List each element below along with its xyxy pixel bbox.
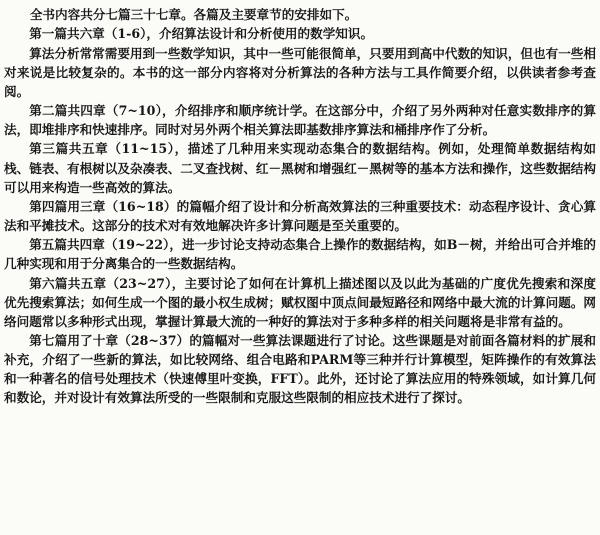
intro-paragraph: 全书内容共分七篇三十七章。各篇及主要章节的安排如下。 [29, 7, 358, 22]
part-one-paragraph: 第一篇共六章（1-6），介绍算法设计和分析使用的数学知识。 [29, 26, 374, 42]
part-four-paragraph: 第四篇用三章（16~18）的篇幅介绍了设计和分析高效算法的三种重要技术：动态程序设计、贪心算法和平摊技术。这部分的技术对有效地解决许多计算问题是至关重要的。 [4, 198, 596, 233]
part-seven-paragraph: 第七篇用了十章（28~37）的篇幅对一些算法课题进行了讨论。这些课题是对前面各篇材料的扩展和补充，介绍了一些新的算法，如比较网络、组合电路和PARM等三种并行计算模型，矩阵操作的有效算法和一种著名的信号处理技术（快速傅里叶变换，FFT）。此外，还讨论了算法应用的特殊领域，如计算几何和数论，并对设计有效算法所受的一些限制和克服这些限制的相应技术进行了探讨。 [4, 333, 596, 406]
math-knowledge-paragraph: 算法分析常常需要用到一些数学知识，其中一些可能很简单，只要用到高中代数的知识，但也有一些相对来说是比较复杂的。本书的这一部分内容将对分析算法的各种方法与工具作简要介绍，以供读者参考查阅。 [4, 45, 596, 99]
part-three-paragraph: 第三篇共五章（11~15），描述了几种用来实现动态集合的数据结构。例如，处理简单数据结构如栈、链表、有根树以及杂凑表、二叉查找树、红－黑树和增强红－黑树等的基本方法和操作，这些数据结构可以用来构造一些高效的算法。 [4, 141, 596, 195]
part-six-paragraph: 第六篇共五章（23~27），主要讨论了如何在计算机上描述图以及以此为基础的广度优先搜索和深度优先搜索算法；如何生成一个图的最小权生成树；赋权图中顶点间最短路径和网络中最大流的计算问题。网络问题常以多种形式出现，掌握计算最大流的一种好的算法对于多种多样的相关问题将是非常有益的。 [4, 275, 596, 329]
part-two-paragraph: 第二篇共四章（7~10），介绍排序和顺序统计学。在这部分中，介绍了另外两种对任意实数排序的算法，即堆排序和快速排序。同时对另外两个相关算法即基数排序算法和桶排序作了分析。 [4, 103, 596, 138]
part-five-paragraph: 第五篇共四章（19~22），进一步讨论支持动态集合上操作的数据结构，如B－树，并给出可合并堆的几种实现和用于分离集合的一些数据结构。 [4, 237, 596, 272]
